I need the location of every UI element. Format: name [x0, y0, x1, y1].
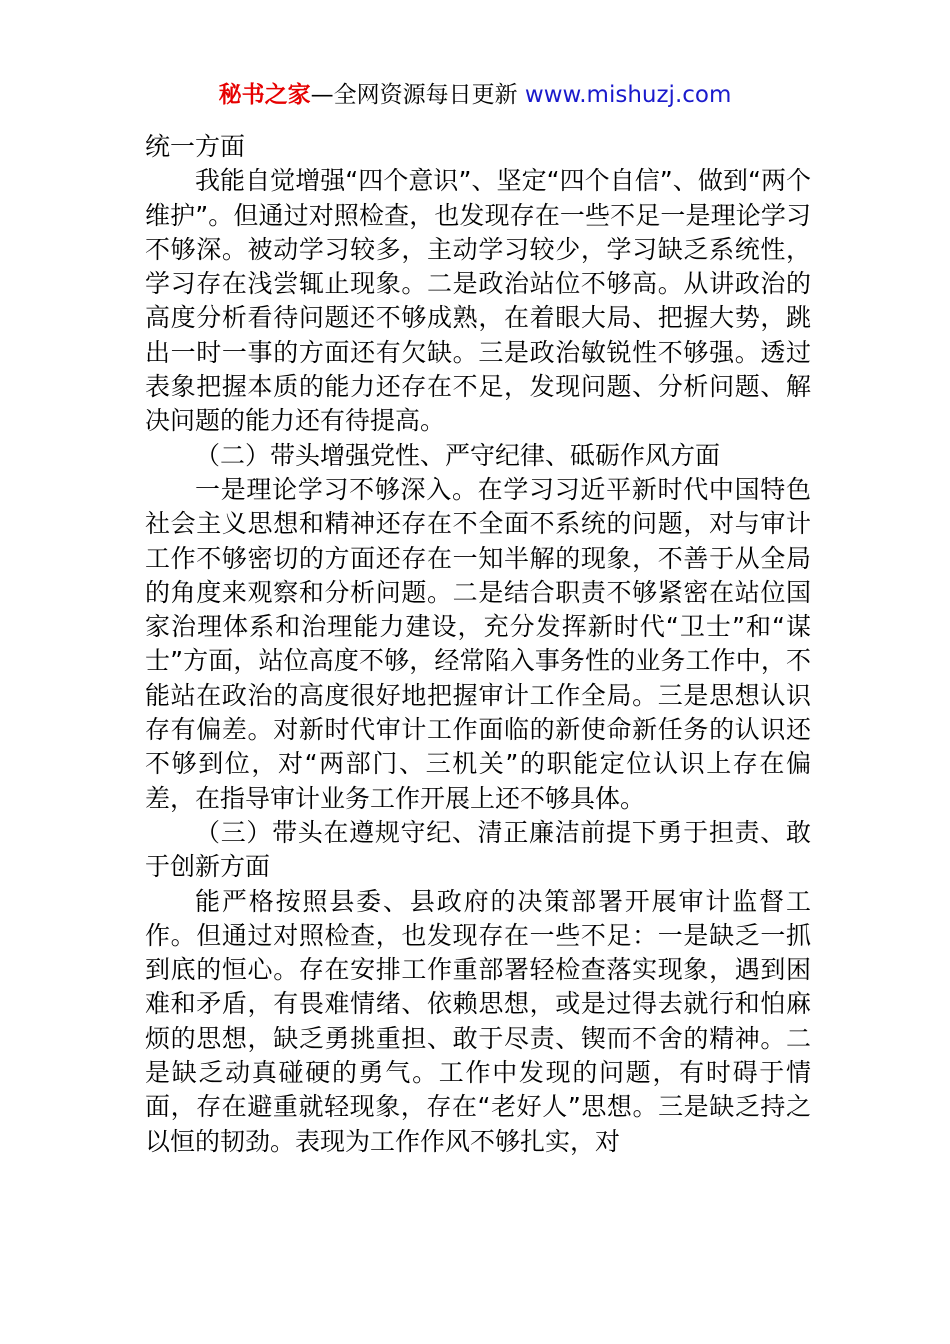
paragraph: 我能自觉增强“四个意识”、坚定“四个自信”、做到“两个维护”。但通过对照检查，也发现存在一些不足一是理论学习不够深。被动学习较多，主动学习较少，学习缺乏系统性，学习存在浅尝辄止现象。二是政治站位不够高。从讲政治的高度分析看待问题还不够成熟，在着眼大局、把握大势，跳出一时一事的方面还有欠缺。三是政治敏锐性不够强。透过表象把握本质的能力还存在不足，发现问题、分析问题、解决问题的能力还有待提高。 [145, 166, 811, 436]
paragraph-continuation: 统一方面 [145, 132, 246, 161]
document-body [145, 130, 811, 1159]
site-url[interactable]: www.mishuzj.com [524, 82, 732, 108]
header-tagline: —全网资源每日更新 [310, 82, 525, 108]
watermark-header [0, 78, 950, 112]
paragraph: 一是理论学习不够深入。在学习习近平新时代中国特色社会主义思想和精神还存在不全面不系统的问题，对与审计工作不够密切的方面还存在一知半解的现象，不善于从全局的角度来观察和分析问题。二是结合职责不够紧密在站位国家治理体系和治理能力建设，充分发挥新时代“卫士”和“谋士”方面，站位高度不够，经常陷入事务性的业务工作中，不能站在政治的高度很好地把握审计工作全局。三是思想认识存有偏差。对新时代审计工作面临的新使命新任务的认识还不够到位，对“两部门、三机关”的职能定位认识上存在偏差，在指导审计业务工作开展上还不够具体。 [145, 474, 811, 813]
paragraph: 能严格按照县委、县政府的决策部署开展审计监督工作。但通过对照检查，也发现存在一些不足：一是缺乏一抓到底的恒心。存在安排工作重部署轻检查落实现象，遇到困难和矛盾，有畏难情绪、依赖思想，或是过得去就行和怕麻烦的思想，缺乏勇挑重担、敢于尽责、锲而不舍的精神。二是缺乏动真碰硬的勇气。工作中发现的问题，有时碍于情面，存在避重就轻现象，存在“老好人”思想。三是缺乏持之以恒的韧劲。表现为工作作风不够扎实，对 [145, 886, 811, 1156]
brand-name: 秘书之家 [218, 82, 311, 108]
section-heading: （三）带头在遵规守纪、清正廉洁前提下勇于担责、敢于创新方面 [145, 817, 811, 882]
section-heading: （二）带头增强党性、严守纪律、砥砺作风方面 [195, 440, 721, 470]
